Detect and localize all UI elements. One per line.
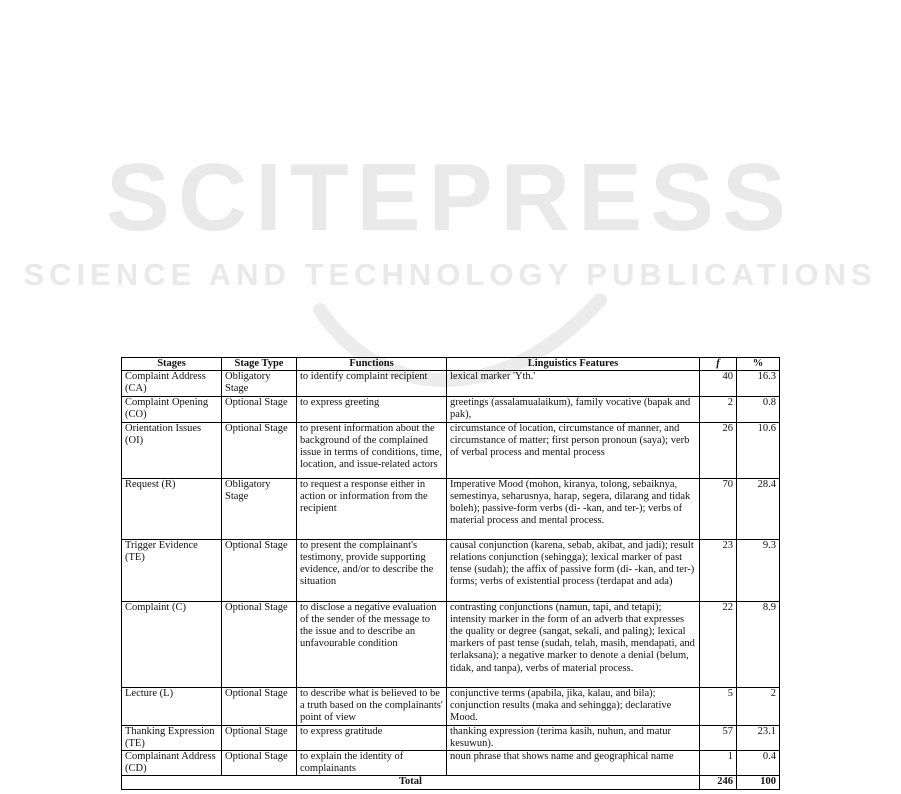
watermark-title: SCITEPRESS — [105, 144, 795, 251]
percent-cell: 10.6 — [737, 422, 780, 478]
header-stages: Stages — [122, 358, 222, 371]
frequency-cell: 23 — [700, 539, 737, 601]
percent-cell: 28.4 — [737, 478, 780, 539]
table-total-row — [122, 776, 780, 789]
table-row — [122, 687, 780, 725]
header-functions: Functions — [297, 358, 447, 371]
stage-cell: Orientation Issues (OI) — [122, 422, 222, 478]
function-cell: to request a response either in action or information from the recipient — [297, 478, 447, 539]
watermark-subtitle: SCIENCE AND TECHNOLOGY PUBLICATIONS — [23, 257, 877, 292]
total-frequency: 246 — [700, 776, 737, 789]
table-header-row — [122, 358, 780, 371]
percent-cell: 23.1 — [737, 725, 780, 750]
percent-cell: 0.4 — [737, 751, 780, 776]
percent-cell: 16.3 — [737, 371, 780, 397]
frequency-cell: 5 — [700, 687, 737, 725]
frequency-cell: 22 — [700, 601, 737, 687]
stage-type-cell: Optional Stage — [222, 725, 297, 750]
table-row — [122, 371, 780, 397]
percent-cell: 0.8 — [737, 397, 780, 422]
features-cell: circumstance of location, circumstance of manner, and circumstance of matter; first person pronoun (saya); verb of verbal process and mental process — [447, 422, 700, 478]
stage-cell: Lecture (L) — [122, 687, 222, 725]
stage-type-cell: Optional Stage — [222, 397, 297, 422]
header-frequency: f — [700, 358, 737, 371]
percent-cell: 9.3 — [737, 539, 780, 601]
frequency-cell: 57 — [700, 725, 737, 750]
frequency-cell: 26 — [700, 422, 737, 478]
function-cell: to express gratitude — [297, 725, 447, 750]
features-cell: contrasting conjunctions (namun, tapi, and tetapi); intensity marker in the form of an adverb that expresses the quality or degree (sangat, sekali, and paling); lexical markers of past tense (sudah, telah, masih, mendapati, and terlaksana); a negative marker to denote a denial (belum, tidak, and tanpa), verbs of material process. — [447, 601, 700, 687]
stage-type-cell: Obligatory Stage — [222, 371, 297, 397]
features-cell: Imperative Mood (mohon, kiranya, tolong, sebaiknya, semestinya, seharusnya, harap, segera, dilarang and tidak boleh); passive-form verbs (di- -kan, and ter-); verbs of material process and mental process. — [447, 478, 700, 539]
table-row — [122, 397, 780, 422]
header-linguistics-features: Linguistics Features — [447, 358, 700, 371]
table-row — [122, 601, 780, 687]
header-percent: % — [737, 358, 780, 371]
stage-type-cell: Optional Stage — [222, 751, 297, 776]
stage-type-cell: Optional Stage — [222, 601, 297, 687]
function-cell: to identify complaint recipient — [297, 371, 447, 397]
stage-type-cell: Optional Stage — [222, 422, 297, 478]
function-cell: to disclose a negative evaluation of the sender of the message to the issue and to describe an unfavourable condition — [297, 601, 447, 687]
function-cell: to explain the identity of complainants — [297, 751, 447, 776]
stage-cell: Request (R) — [122, 478, 222, 539]
stage-cell: Complaint Opening (CO) — [122, 397, 222, 422]
percent-cell: 2 — [737, 687, 780, 725]
table-row — [122, 751, 780, 776]
header-stage-type: Stage Type — [222, 358, 297, 371]
total-percent: 100 — [737, 776, 780, 789]
features-cell: noun phrase that shows name and geographical name — [447, 751, 700, 776]
total-label: Total — [122, 776, 700, 789]
table-row — [122, 539, 780, 601]
features-cell: thanking expression (terima kasih, nuhun, and matur kesuwun). — [447, 725, 700, 750]
frequency-cell: 2 — [700, 397, 737, 422]
frequency-cell: 1 — [700, 751, 737, 776]
stage-type-cell: Optional Stage — [222, 687, 297, 725]
features-cell: lexical marker 'Yth.' — [447, 371, 700, 397]
frequency-cell: 70 — [700, 478, 737, 539]
stage-type-cell: Obligatory Stage — [222, 478, 297, 539]
stage-cell: Complainant Address (CD) — [122, 751, 222, 776]
stages-table — [121, 357, 780, 790]
function-cell: to describe what is believed to be a truth based on the complainants' point of view — [297, 687, 447, 725]
frequency-cell: 40 — [700, 371, 737, 397]
table-row — [122, 422, 780, 478]
stage-type-cell: Optional Stage — [222, 539, 297, 601]
table-row — [122, 478, 780, 539]
features-cell: conjunctive terms (apabila, jika, kalau, and bila); conjunction results (maka and sehingga); declarative Mood. — [447, 687, 700, 725]
stage-cell: Complaint Address (CA) — [122, 371, 222, 397]
percent-cell: 8.9 — [737, 601, 780, 687]
table-row — [122, 725, 780, 750]
function-cell: to present the complainant's testimony, provide supporting evidence, and/or to describe the situation — [297, 539, 447, 601]
stage-cell: Complaint (C) — [122, 601, 222, 687]
function-cell: to present information about the background of the complained issue in terms of conditions, time, location, and issue-related actors — [297, 422, 447, 478]
features-cell: causal conjunction (karena, sebab, akibat, and jadi); result relations conjunction (sehingga); lexical marker of past tense (sudah); the affix of passive form (di- -kan, and ter-) forms; verbs of existential process (terdapat and ada) — [447, 539, 700, 601]
features-cell: greetings (assalamualaikum), family vocative (bapak and pak), — [447, 397, 700, 422]
stage-cell: Trigger Evidence (TE) — [122, 539, 222, 601]
stage-cell: Thanking Expression (TE) — [122, 725, 222, 750]
function-cell: to express greeting — [297, 397, 447, 422]
